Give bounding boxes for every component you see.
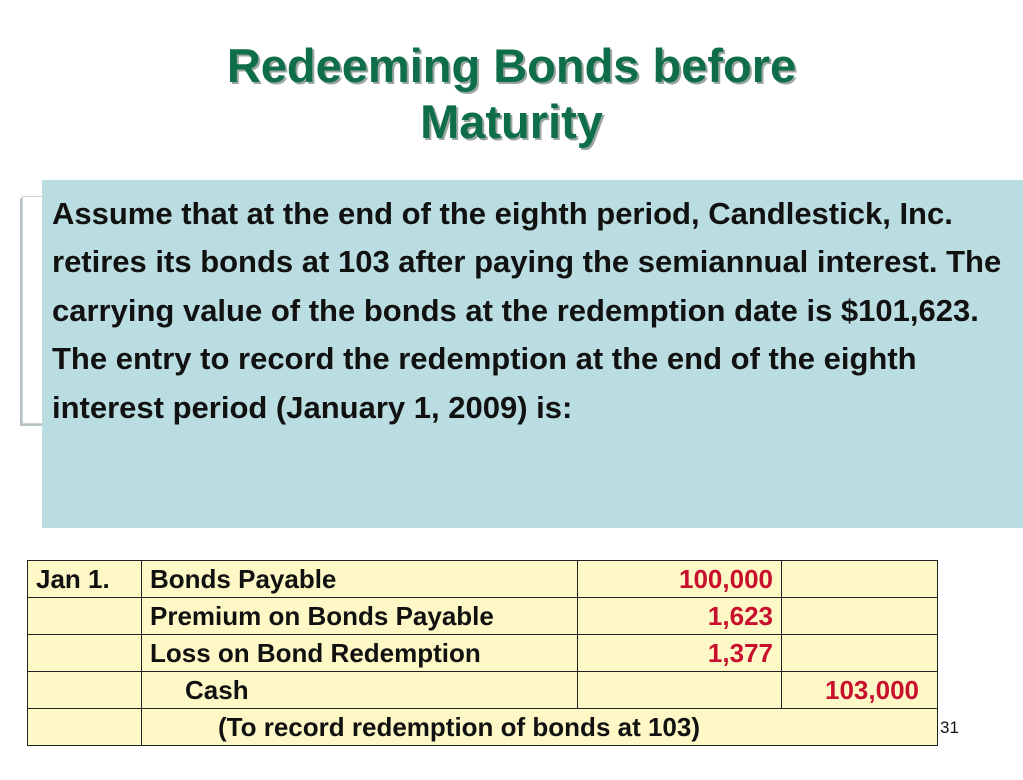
debit-amount (578, 672, 782, 709)
slide-title (0, 38, 1023, 150)
account-name: Cash (142, 672, 578, 709)
credit-amount: 103,000 (782, 672, 938, 709)
table-row (28, 561, 938, 598)
debit-amount: 100,000 (578, 561, 782, 598)
callout-box (42, 180, 1023, 528)
entry-date: Jan 1. (28, 561, 142, 598)
credit-amount (782, 598, 938, 635)
journal-memo: (To record redemption of bonds at 103) (142, 709, 938, 746)
account-name: Loss on Bond Redemption (142, 635, 578, 672)
account-name: Bonds Payable (142, 561, 578, 598)
entry-date (28, 672, 142, 709)
callout-text: Assume that at the end of the eighth period, Candlestick, Inc. retires its bonds at 103 after paying the semiannual interest. The carrying value of the bonds at the redemption date is $101,623. The entry to record the redemption at the end of the eighth interest period (January 1, 2009) is: (52, 196, 1002, 425)
credit-amount (782, 635, 938, 672)
slide-number: 31 (940, 718, 959, 737)
debit-amount: 1,623 (578, 598, 782, 635)
slide-title-line-1: Redeeming Bonds before (226, 39, 797, 92)
account-name: Premium on Bonds Payable (142, 598, 578, 635)
slide-title-line-2: Maturity (420, 95, 603, 148)
entry-date (28, 598, 142, 635)
table-row (28, 672, 938, 709)
journal-entry-table (27, 560, 938, 746)
entry-date (28, 635, 142, 672)
table-row-memo (28, 709, 938, 746)
table-row (28, 598, 938, 635)
table-row (28, 635, 938, 672)
entry-date-empty (28, 709, 142, 746)
credit-amount (782, 561, 938, 598)
debit-amount: 1,377 (578, 635, 782, 672)
